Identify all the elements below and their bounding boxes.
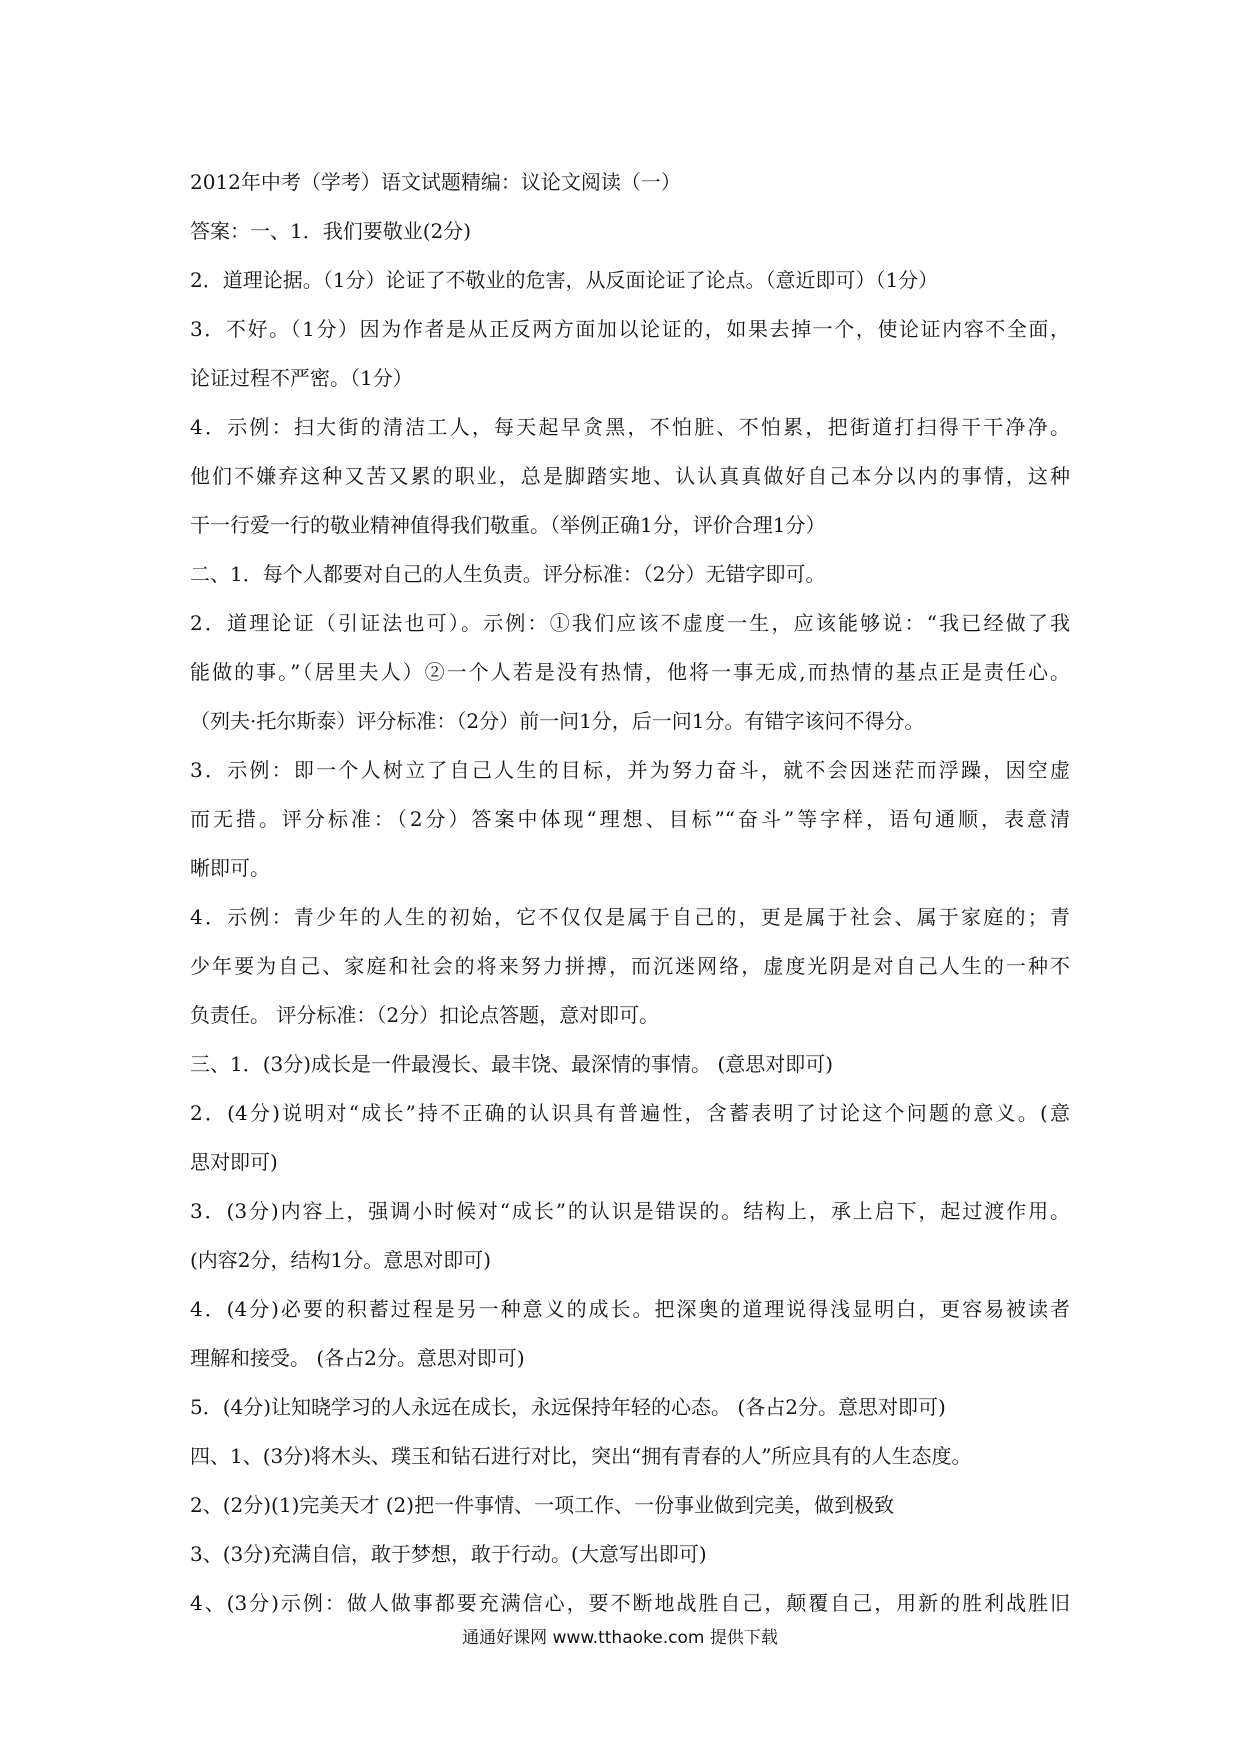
document-line: 4．示例：青少年的人生的初始，它不仅仅是属于自己的，更是属于社会、属于家庭的；青 <box>190 905 1070 929</box>
document-line: 2、(2分)(1)完美天才 (2)把一件事情、一项工作、一份事业做到完美，做到极致 <box>190 1493 895 1517</box>
document-body <box>190 158 1070 1628</box>
document-line: 5．(4分)让知晓学习的人永远在成长，永远保持年轻的心态。 (各占2分。意思对即可) <box>190 1395 946 1419</box>
document-line: 2012年中考（学考）语文试题精编：议论文阅读（一） <box>190 170 681 194</box>
document-line: 思对即可) <box>190 1150 278 1174</box>
document-line: 干一行爱一行的敬业精神值得我们敬重。（举例正确1分，评价合理1分） <box>190 513 826 537</box>
document-line: 3．(3分)内容上，强调小时候对“成长”的认识是错误的。结构上，承上启下，起过渡作用。 <box>190 1199 1070 1223</box>
document-line: 2．(4分)说明对“成长”持不正确的认识具有普遍性，含蓄表明了讨论这个问题的意义。(意 <box>190 1101 1070 1125</box>
document-line: 理解和接受。 (各占2分。意思对即可) <box>190 1346 525 1370</box>
document-line: 2．道理论据。（1分）论证了不敬业的危害，从反面论证了论点。（意近即可）（1分） <box>190 268 939 292</box>
document-line: 少年要为自己、家庭和社会的将来努力拼搏，而沉迷网络，虚度光阴是对自己人生的一种不 <box>190 954 1070 978</box>
document-line: 4．示例：扫大街的清洁工人，每天起早贪黑，不怕脏、不怕累，把街道打扫得干干净净。 <box>190 415 1070 439</box>
document-line: 2．道理论证（引证法也可）。示例：①我们应该不虚度一生，应该能够说：“我已经做了我 <box>190 611 1070 635</box>
document-line: 答案：一、1．我们要敬业(2分) <box>190 219 472 243</box>
document-line: 3、(3分)充满自信，敢于梦想，敢于行动。(大意写出即可) <box>190 1542 707 1566</box>
document-line: 三、1．(3分)成长是一件最漫长、最丰饶、最深情的事情。 (意思对即可) <box>190 1052 834 1076</box>
document-line: 二、1．每个人都要对自己的人生负责。评分标准：（2分）无错字即可。 <box>190 562 826 586</box>
page-footer: 通通好课网 www.tthaoke.com 提供下载 <box>462 1628 778 1648</box>
document-line: 论证过程不严密。（1分） <box>190 366 413 390</box>
document-line: 而无措。评分标准：（2分）答案中体现“理想、目标”“奋斗”等字样，语句通顺，表意清 <box>190 807 1070 831</box>
document-line: 3．示例：即一个人树立了自己人生的目标，并为努力奋斗，就不会因迷茫而浮躁，因空虚 <box>190 758 1070 782</box>
document-line: 4．(4分)必要的积蓄过程是另一种意义的成长。把深奥的道理说得浅显明白，更容易被读者 <box>190 1297 1070 1321</box>
document-line: 能做的事。”（居里夫人）②一个人若是没有热情，他将一事无成,而热情的基点正是责任心。 <box>190 660 1070 684</box>
document-line: 晰即可。 <box>190 856 270 880</box>
document-line: （列夫·托尔斯泰）评分标准：（2分）前一问1分，后一问1分。有错字该问不得分。 <box>190 709 925 733</box>
document-line: 四、1、(3分)将木头、璞玉和钻石进行对比，突出“拥有青春的人”所应具有的人生态度。 <box>190 1444 972 1468</box>
document-line: 3．不好。（1分）因为作者是从正反两方面加以论证的，如果去掉一个，使论证内容不全面， <box>190 317 1070 341</box>
document-line: 4、(3分)示例：做人做事都要充满信心，要不断地战胜自己，颠覆自己，用新的胜利战胜旧 <box>190 1591 1070 1615</box>
document-line: (内容2分，结构1分。意思对即可) <box>190 1248 492 1272</box>
document-line: 他们不嫌弃这种又苦又累的职业，总是脚踏实地、认认真真做好自己本分以内的事情，这种 <box>190 464 1070 488</box>
document-line: 负责任。 评分标准：（2分）扣论点答题，意对即可。 <box>190 1003 660 1027</box>
